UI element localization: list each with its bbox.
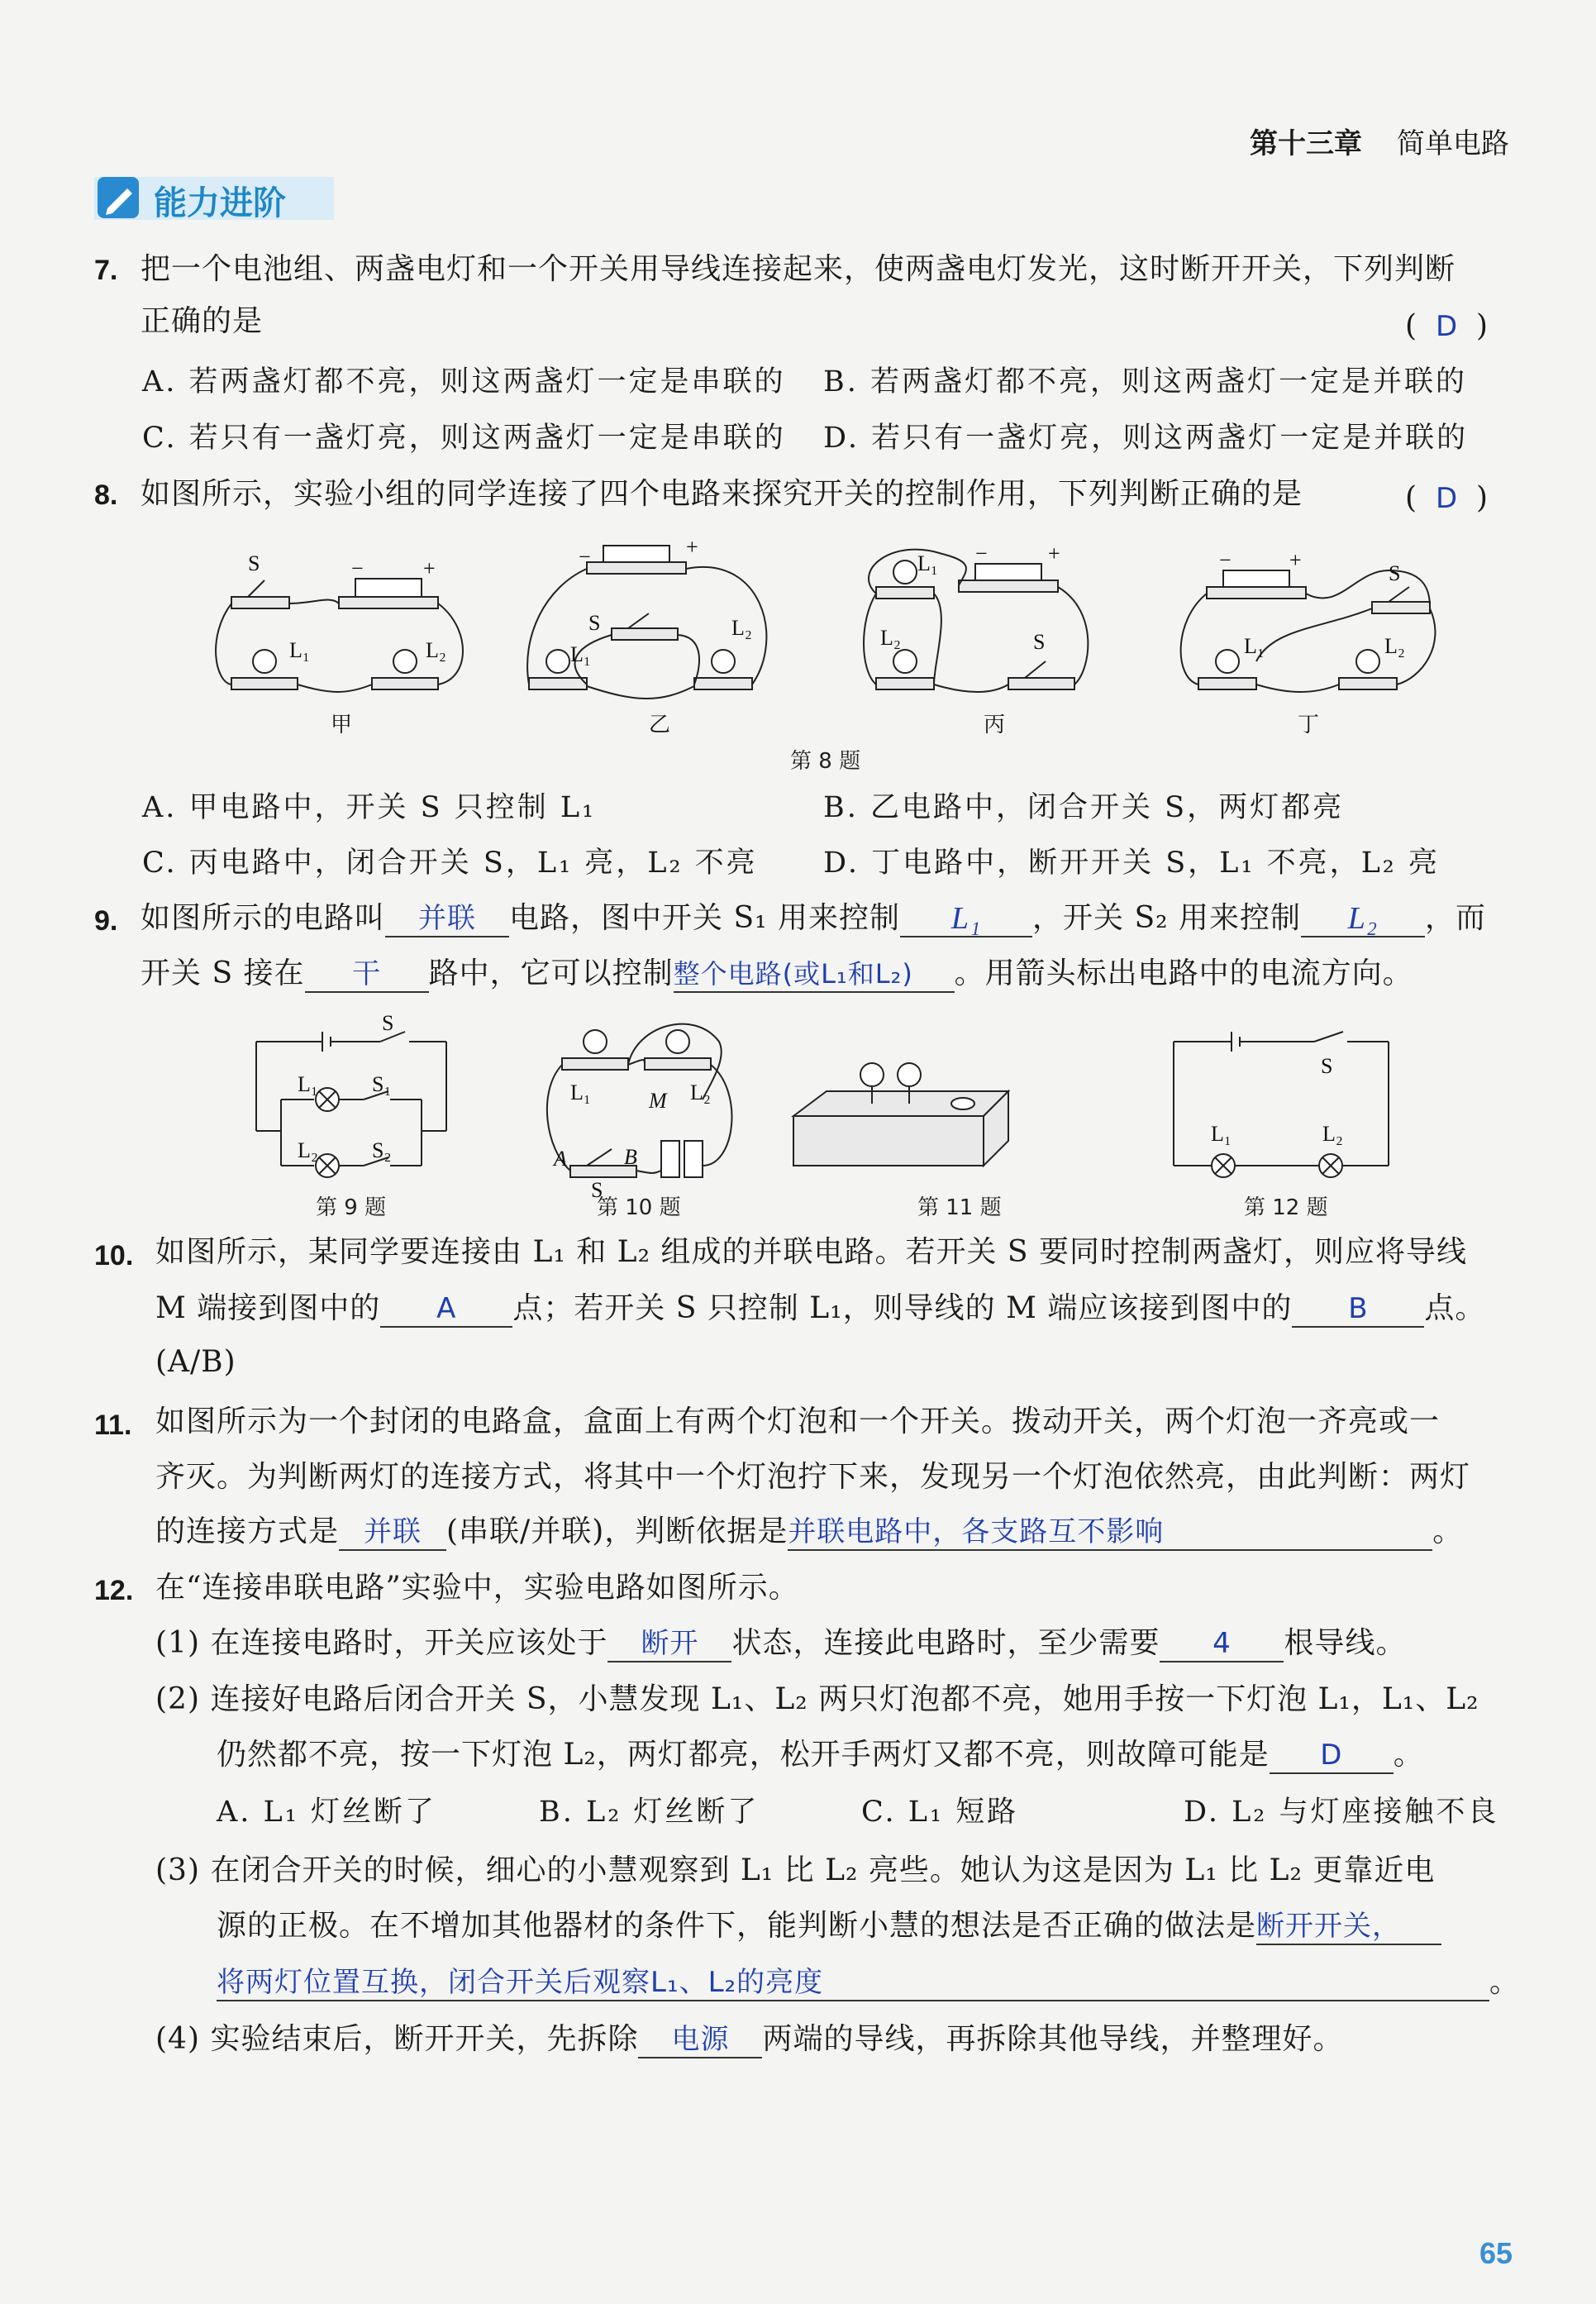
q12-3-answer-1: 断开开关， (1256, 1910, 1402, 1943)
fig9-l2-label: L₂ (298, 1138, 318, 1162)
q12-part3-line3 (217, 1963, 1520, 2001)
q12-3-text-3: 。 (1489, 1965, 1521, 1999)
fig9-s2-label: S₂ (372, 1138, 392, 1162)
q11-number: 11. (94, 1410, 132, 1441)
q12-4-text-2: 两端的导线，再拆除其他导线，并整理好。 (762, 2022, 1344, 2056)
q7-option-d: D. 若只有一盏灯亮，则这两盏灯一定是并联的 (823, 422, 1469, 455)
q10-line2 (155, 1290, 1485, 1328)
q12-4-text-1: (4) 实验结束后，断开开关，先拆除 (155, 2022, 639, 2056)
q10-text-4: 点。 (1424, 1291, 1486, 1325)
q12-1-answer-2: 4 (1212, 1627, 1232, 1660)
q7-option-a: A. 若两盏灯都不亮，则这两盏灯一定是串联的 (142, 365, 786, 398)
q9-line1 (141, 899, 1486, 937)
jia-minus-label: − (351, 556, 364, 580)
jia-plus-label: + (423, 556, 436, 580)
q10-text-2: M 端接到图中的 (155, 1291, 381, 1325)
q8-figure-caption: 第 8 题 (790, 749, 861, 774)
fig12-l2-label: L₂ (1322, 1122, 1343, 1146)
q8-circuits-figure (198, 537, 1438, 744)
q12-1-text-1: (1) 在连接电路时，开关应该处于 (155, 1626, 608, 1660)
label-bing: 丙 (984, 713, 1006, 737)
q9-text-4: ，而 (1424, 901, 1486, 935)
q11-answer-1: 并联 (364, 1515, 422, 1548)
fig10-m-label: M (649, 1089, 667, 1113)
q12-part4 (155, 2020, 1343, 2058)
q12-4-answer-1: 电源 (671, 2023, 730, 2056)
bing-l1-label: L₁ (917, 551, 938, 575)
q8-option-b: B. 乙电路中，闭合开关 S，两灯都亮 (823, 791, 1345, 824)
fig10-caption: 第 10 题 (597, 1195, 681, 1220)
section-title: 能力进阶 (154, 184, 286, 222)
fig9-caption: 第 9 题 (316, 1195, 387, 1220)
q12-part3-line1: (3) 在闭合开关的时候，细心的小慧观察到 L₁ 比 L₂ 亮些。她认为这是因为 L₁ 比 L₂ 更靠近电 (155, 1853, 1436, 1887)
yi-plus-label: + (686, 537, 698, 559)
q10-line1: 如图所示，某同学要连接由 L₁ 和 L₂ 组成的并联电路。若开关 S 要同时控制两盏灯，则应将导线 (155, 1235, 1467, 1269)
circuit-yi (527, 537, 766, 737)
q9-blank-1 (385, 899, 509, 937)
q12-2-text-2: 仍然都不亮，按一下灯泡 L₂，两灯都亮，松开手两灯又都不亮，则故障可能是 (217, 1738, 1270, 1772)
q8-stem: 如图所示，实验小组的同学连接了四个电路来探究开关的控制作用，下列判断正确的是 (141, 477, 1303, 511)
ding-minus-label: − (1219, 548, 1232, 572)
fig12-s-label: S (1321, 1054, 1333, 1078)
q8-option-c: C. 丙电路中，闭合开关 S，L₁ 亮，L₂ 不亮 (142, 847, 758, 880)
q8-answer: D (1435, 482, 1458, 515)
fig10-physical-circuit (547, 1024, 732, 1199)
q7-answer: D (1435, 310, 1458, 343)
q9-answer-5: 整个电路(或L₁和L₂) (673, 958, 913, 990)
q9-answer-4: 干 (352, 957, 382, 990)
fig9-l1-label: L₁ (298, 1072, 318, 1096)
q12-part2-line2 (217, 1736, 1424, 1774)
ding-l1-label: L₁ (1244, 634, 1265, 658)
ding-plus-label: + (1289, 548, 1302, 572)
chapter-title: 简单电路 (1397, 127, 1509, 160)
page-number: 65 (1479, 2236, 1513, 2270)
fig10-l2-label: L₂ (690, 1080, 711, 1104)
q12-3-answer-2: 将两灯位置互换，闭合开关后观察L₁、L₂的亮度 (217, 1966, 824, 1999)
q12-part3-line2 (217, 1907, 1441, 1945)
q12-option-b: B. L₂ 灯丝断了 (539, 1796, 760, 1829)
label-jia: 甲 (331, 713, 353, 737)
fig12-l1-label: L₁ (1211, 1122, 1232, 1146)
q9-blank-2 (900, 899, 1032, 937)
bing-plus-label: + (1048, 541, 1060, 565)
q9-text-6: 路中，它可以控制 (428, 956, 674, 990)
bing-l2-label: L₂ (880, 626, 901, 650)
q9-answer-1: 并联 (418, 902, 477, 935)
fig10-a-label: A (554, 1147, 567, 1171)
section-banner (94, 172, 334, 223)
q12-2-blank-1 (1270, 1736, 1394, 1774)
q12-4-blank-1 (638, 2020, 762, 2058)
fig11-caption: 第 11 题 (917, 1195, 1002, 1220)
q10-number: 10. (94, 1240, 134, 1271)
q10-line3: (A/B) (155, 1345, 236, 1379)
q11-blank-2 (788, 1513, 1432, 1551)
fig9-s-label: S (382, 1011, 394, 1035)
q12-part1 (155, 1624, 1406, 1662)
q11-answer-2: 并联电路中，各支路互不影响 (788, 1515, 1165, 1548)
jia-l2-label: L₂ (426, 638, 446, 662)
q7-stem-line1: 把一个电池组、两盏电灯和一个开关用导线连接起来，使两盏电灯发光，这时断开开关，下列判断 (141, 252, 1456, 286)
q9-text-5: 开关 S 接在 (141, 956, 305, 990)
q7-option-c: C. 若只有一盏灯亮，则这两盏灯一定是串联的 (142, 422, 786, 455)
q10-answer-1: A (436, 1292, 457, 1325)
q9-blank-4 (305, 955, 429, 993)
q12-intro: 在“连接串联电路”实验中，实验电路如图所示。 (155, 1571, 799, 1605)
chapter-number: 第十三章 (1250, 127, 1362, 160)
fig11-circuit-box (793, 1063, 1008, 1166)
q12-option-a: A. L₁ 灯丝断了 (217, 1796, 436, 1829)
fig12-circuit-diagram (1174, 1032, 1389, 1177)
q11-text-3: 的连接方式是 (155, 1515, 340, 1548)
q12-1-text-3: 根导线。 (1284, 1626, 1407, 1660)
q12-1-answer-1: 断开 (641, 1627, 699, 1660)
q12-option-c: C. L₁ 短路 (861, 1796, 1019, 1829)
q11-line1: 如图所示为一个封闭的电路盒，盒面上有两个灯泡和一个开关。拨动开关，两个灯泡一齐亮或一 (155, 1405, 1441, 1438)
q7-answer-bracket: ( D ) (1405, 309, 1489, 343)
q12-3-text-2: 源的正极。在不增加其他器材的条件下，能判断小慧的想法是否正确的做法是 (217, 1909, 1257, 1943)
q12-3-blank-1 (1256, 1907, 1441, 1945)
yi-l2-label: L₂ (731, 616, 752, 640)
q10-blank-2 (1292, 1290, 1424, 1328)
bing-switch-label: S (1033, 630, 1046, 654)
q12-1-blank-1 (607, 1624, 731, 1662)
q9-number: 9. (94, 905, 118, 937)
q8-option-a: A. 甲电路中，开关 S 只控制 L₁ (142, 791, 597, 824)
q11-line3 (155, 1513, 1463, 1551)
fig10-l1-label: L₁ (570, 1080, 591, 1104)
q10-answer-2: B (1348, 1292, 1369, 1325)
q9-answer-3: L₂ (1347, 901, 1379, 936)
q12-part2-line1: (2) 连接好电路后闭合开关 S，小慧发现 L₁、L₂ 两只灯泡都不亮，她用手按一下灯泡 L₁，L₁、L₂ (155, 1682, 1479, 1716)
q11-blank-1 (339, 1513, 446, 1551)
q9-line2 (141, 955, 1413, 993)
q10-text-3: 点；若开关 S 只控制 L₁，则导线的 M 端应该接到图中的 (512, 1291, 1293, 1325)
fig12-caption: 第 12 题 (1244, 1195, 1328, 1220)
jia-switch-label: S (248, 551, 260, 575)
q11-text-5: 。 (1432, 1515, 1464, 1548)
q8-option-d: D. 丁电路中，断开开关 S，L₁ 不亮，L₂ 亮 (823, 847, 1440, 880)
q12-1-text-2: 状态，连接此电路时，至少需要 (731, 1626, 1160, 1660)
q8-answer-bracket: ( D ) (1405, 481, 1489, 515)
q11-text-4: (串联/并联)，判断依据是 (446, 1515, 788, 1548)
label-yi: 乙 (649, 713, 671, 737)
q9-text-2: 电路，图中开关 S₁ 用来控制 (509, 901, 900, 935)
figures-9-12 (248, 1009, 1422, 1199)
q9-text-3: ，开关 S₂ 用来控制 (1032, 901, 1301, 935)
circuit-jia (216, 551, 463, 737)
q9-text-1: 如图所示的电路叫 (141, 901, 386, 935)
q12-option-d: D. L₂ 与灯座接触不良 (1184, 1796, 1499, 1829)
q10-blank-1 (380, 1290, 512, 1328)
fig9-s1-label: S₁ (372, 1072, 392, 1096)
q11-line2: 齐灭。为判断两灯的连接方式，将其中一个灯泡拧下来，发现另一个灯泡依然亮，由此判断：两灯 (155, 1460, 1471, 1494)
q12-1-blank-2 (1160, 1624, 1284, 1662)
q8-number: 8. (94, 479, 118, 511)
jia-l1-label: L₁ (289, 638, 310, 662)
ding-switch-label: S (1389, 561, 1401, 585)
q9-blank-5 (674, 955, 955, 993)
yi-l1-label: L₁ (570, 642, 591, 666)
q12-number: 12. (94, 1575, 134, 1606)
q12-2-answer-1: D (1320, 1739, 1343, 1772)
fig10-s-label: S (591, 1178, 603, 1199)
label-ding: 丁 (1298, 713, 1320, 737)
ding-l2-label: L₂ (1384, 634, 1405, 658)
q9-text-7: 。用箭头标出电路中的电流方向。 (954, 956, 1413, 990)
q12-2-text-3: 。 (1393, 1738, 1424, 1772)
q12-3-blank-2 (217, 1963, 1489, 2001)
bing-minus-label: − (975, 541, 988, 565)
yi-switch-label: S (588, 611, 601, 635)
circuit-ding (1181, 548, 1436, 737)
q7-stem-line2: 正确的是 (141, 304, 264, 338)
fig9-circuit-diagram (256, 1011, 446, 1177)
q9-blank-3 (1301, 899, 1425, 937)
q9-answer-2: L₁ (950, 901, 982, 936)
fig10-b-label: B (624, 1145, 637, 1169)
q7-option-b: B. 若两盏灯都不亮，则这两盏灯一定是并联的 (823, 365, 1467, 398)
circuit-bing (864, 541, 1088, 737)
yi-minus-label: − (579, 545, 591, 569)
q7-number: 7. (94, 255, 118, 286)
